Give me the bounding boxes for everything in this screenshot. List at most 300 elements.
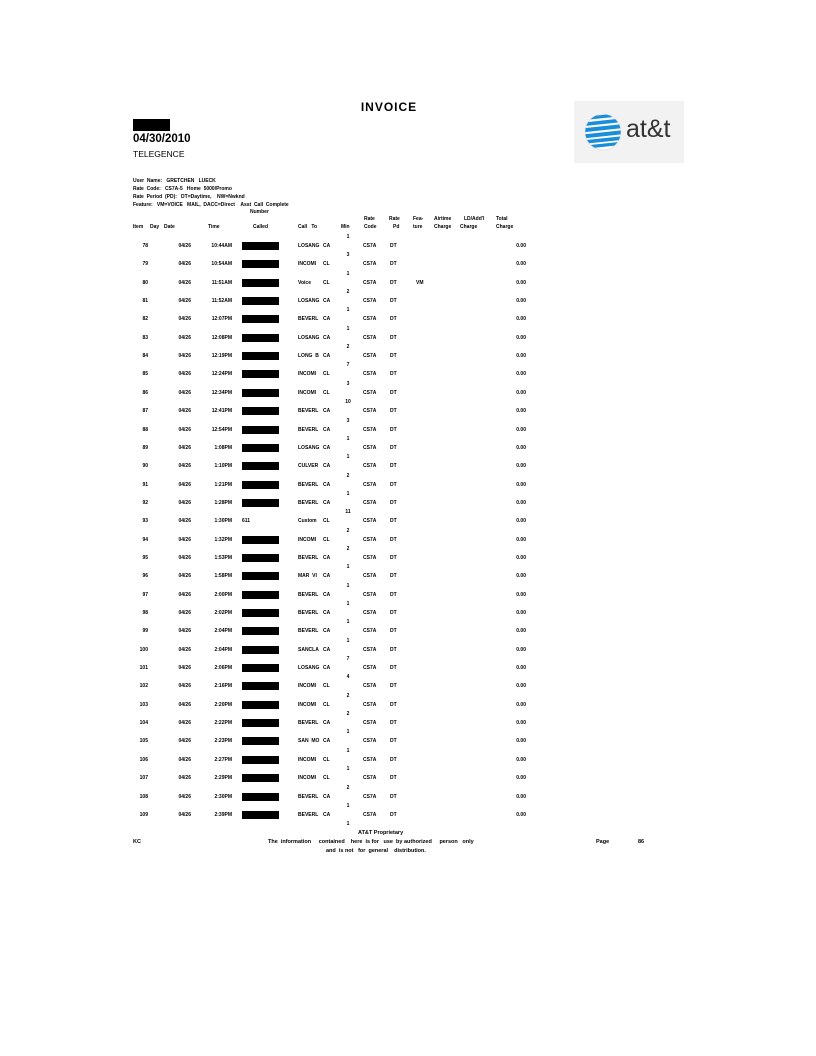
redaction-bar	[242, 756, 279, 764]
min-value: 1	[346, 271, 350, 277]
total-charge: 0.00	[516, 427, 526, 433]
item-number: 92	[142, 500, 148, 506]
call-date: 04/26	[178, 592, 191, 598]
call-to-place: INCOMI	[298, 371, 317, 377]
min-value: 11	[345, 509, 351, 515]
call-to-state: CL	[323, 261, 330, 267]
call-time: 2:20PM	[214, 702, 232, 708]
total-charge: 0.00	[516, 647, 526, 653]
redaction-bar	[133, 119, 170, 131]
rate-period: DT	[390, 518, 397, 524]
call-time: 2:29PM	[214, 775, 232, 781]
total-charge: 0.00	[516, 610, 526, 616]
call-to-place: SANCLA	[298, 647, 319, 653]
col-ld-charge: Charge	[460, 224, 478, 230]
call-date: 04/26	[178, 243, 191, 249]
col-time: Time	[208, 224, 220, 230]
min-value: 2	[346, 711, 350, 717]
footer-left: KC	[133, 839, 141, 845]
col-ld: LD/Add'l	[464, 216, 485, 222]
item-number: 85	[142, 371, 148, 377]
call-date: 04/26	[178, 647, 191, 653]
min-value: 1	[346, 436, 350, 442]
call-date: 04/26	[178, 335, 191, 341]
rate-code: CS7A	[363, 261, 377, 267]
call-to-state: CL	[323, 683, 330, 689]
call-to-place: BEVERL	[298, 316, 319, 322]
total-charge: 0.00	[516, 243, 526, 249]
call-date: 04/26	[178, 518, 191, 524]
call-time: 1:21PM	[214, 482, 232, 488]
redaction-bar	[242, 407, 279, 415]
redaction-bar	[242, 811, 279, 819]
total-charge: 0.00	[516, 500, 526, 506]
redaction-bar	[242, 499, 279, 507]
item-number: 96	[142, 573, 148, 579]
item-number: 105	[139, 738, 148, 744]
item-number: 97	[142, 592, 148, 598]
rate-code: CS7A	[363, 720, 377, 726]
rate-period: DT	[390, 482, 397, 488]
call-to-state: CL	[323, 702, 330, 708]
item-number: 98	[142, 610, 148, 616]
call-time: 12:07PM	[211, 316, 232, 322]
logo-text: at&t	[626, 115, 671, 143]
rate-code: CS7A	[363, 243, 377, 249]
rate-period: DT	[390, 665, 397, 671]
min-value: 1	[346, 601, 350, 607]
rate-period: DT	[390, 427, 397, 433]
call-date: 04/26	[178, 390, 191, 396]
call-to-state: CA	[323, 500, 331, 506]
col-date: Date	[164, 224, 175, 230]
total-charge: 0.00	[516, 794, 526, 800]
call-time: 2:04PM	[214, 647, 232, 653]
total-charge: 0.00	[516, 463, 526, 469]
call-to-state: CL	[323, 537, 330, 543]
item-number: 99	[142, 628, 148, 634]
call-date: 04/26	[178, 427, 191, 433]
call-date: 04/26	[178, 445, 191, 451]
rate-code: CS7A	[363, 463, 377, 469]
total-charge: 0.00	[516, 298, 526, 304]
call-to-place: INCOMI	[298, 683, 317, 689]
rate-period: DT	[390, 243, 397, 249]
call-to-state: CA	[323, 408, 331, 414]
call-to-state: CL	[323, 775, 330, 781]
min-value: 1	[346, 326, 350, 332]
call-to-state: CA	[323, 665, 331, 671]
redaction-bar	[242, 719, 279, 727]
item-number: 100	[139, 647, 148, 653]
call-time: 1:10PM	[214, 463, 232, 469]
rate-period: DT	[390, 794, 397, 800]
call-date: 04/26	[178, 500, 191, 506]
rate-period: DT	[390, 335, 397, 341]
call-date: 04/26	[178, 720, 191, 726]
item-number: 87	[142, 408, 148, 414]
rate-code: CS7A	[363, 647, 377, 653]
call-to-place: BEVERL	[298, 555, 319, 561]
item-number: 89	[142, 445, 148, 451]
call-date: 04/26	[178, 316, 191, 322]
redaction-bar	[242, 572, 279, 580]
call-time: 12:24PM	[211, 371, 232, 377]
rate-code: CS7A	[363, 500, 377, 506]
call-to-state: CA	[323, 445, 331, 451]
call-date: 04/26	[178, 573, 191, 579]
item-number: 91	[142, 482, 148, 488]
total-charge: 0.00	[516, 757, 526, 763]
total-charge: 0.00	[516, 316, 526, 322]
rate-code: CS7A	[363, 537, 377, 543]
call-time: 2:04PM	[214, 628, 232, 634]
rate-code: CS7A	[363, 298, 377, 304]
rate-period: DT	[390, 720, 397, 726]
redaction-bar	[242, 242, 279, 250]
rate-period: DT	[390, 280, 397, 286]
call-date: 04/26	[178, 353, 191, 359]
rate-code: CS7A	[363, 573, 377, 579]
item-number: 102	[139, 683, 148, 689]
rate-code: CS7A	[363, 390, 377, 396]
total-charge: 0.00	[516, 537, 526, 543]
rate-period: DT	[390, 555, 397, 561]
call-to-state: CA	[323, 610, 331, 616]
item-number: 81	[142, 298, 148, 304]
rate-code: CS7A	[363, 757, 377, 763]
total-charge: 0.00	[516, 335, 526, 341]
min-value: 1	[346, 491, 350, 497]
call-time: 2:22PM	[214, 720, 232, 726]
rate-code: CS7A	[363, 628, 377, 634]
call-to-state: CA	[323, 243, 331, 249]
call-date: 04/26	[178, 665, 191, 671]
call-to-place: BEVERL	[298, 482, 319, 488]
call-to-place: LOSANG	[298, 445, 320, 451]
total-charge: 0.00	[516, 555, 526, 561]
call-time: 10:44AM	[211, 243, 232, 249]
call-to-place: LOSANG	[298, 665, 320, 671]
total-charge: 0.00	[516, 683, 526, 689]
call-to-state: CA	[323, 794, 331, 800]
rate-period: DT	[390, 812, 397, 818]
call-to-state: CA	[323, 628, 331, 634]
call-to-place: MAR VI	[298, 573, 317, 579]
feature-line: Feature: VM=VOICE MAIL, DACC=Direct Asst Call Complete	[133, 202, 289, 208]
footer-proprietary: AT&T Proprietary	[358, 830, 404, 836]
call-to-state: CA	[323, 555, 331, 561]
min-value: 1	[346, 821, 350, 827]
col-called: Called	[253, 224, 269, 230]
call-date: 04/26	[178, 702, 191, 708]
call-to-state: CL	[323, 280, 330, 286]
call-time: 2:16PM	[214, 683, 232, 689]
redaction-bar	[242, 701, 279, 709]
call-date: 04/26	[178, 775, 191, 781]
total-charge: 0.00	[516, 812, 526, 818]
min-value: 3	[346, 252, 350, 258]
total-charge: 0.00	[516, 702, 526, 708]
min-value: 2	[346, 785, 350, 791]
redaction-bar	[242, 444, 279, 452]
call-time: 1:28PM	[214, 500, 232, 506]
call-date: 04/26	[178, 537, 191, 543]
call-time: 12:19PM	[211, 353, 232, 359]
call-to-state: CA	[323, 463, 331, 469]
footer-notice-line1: The information contained here is for use by authorized person only	[268, 839, 474, 845]
call-date: 04/26	[178, 812, 191, 818]
rate-code: CS7A	[363, 353, 377, 359]
call-to-place: SAN MO	[298, 738, 320, 744]
total-charge: 0.00	[516, 482, 526, 488]
call-time: 1:32PM	[214, 537, 232, 543]
rate-code: CS7A	[363, 408, 377, 414]
call-time: 2:00PM	[214, 592, 232, 598]
item-number: 78	[142, 243, 148, 249]
invoice-date: 04/30/2010	[133, 133, 191, 145]
footer-page-label: Page	[596, 839, 610, 845]
item-number: 107	[139, 775, 148, 781]
call-to-state: CA	[323, 720, 331, 726]
min-value: 2	[346, 528, 350, 534]
call-to-state: CA	[323, 427, 331, 433]
rate-code: CS7A	[363, 427, 377, 433]
redaction-bar	[242, 554, 279, 562]
total-charge: 0.00	[516, 371, 526, 377]
item-number: 80	[142, 280, 148, 286]
item-number: 90	[142, 463, 148, 469]
rate-code: CS7A	[363, 555, 377, 561]
redaction-bar	[242, 682, 279, 690]
rate-code: CS7A	[363, 665, 377, 671]
rate-period: DT	[390, 445, 397, 451]
call-date: 04/26	[178, 482, 191, 488]
col-number: Number	[250, 209, 269, 215]
company-name: TELEGENCE	[133, 149, 185, 159]
rate-period: DT	[390, 592, 397, 598]
call-date: 04/26	[178, 757, 191, 763]
min-value: 2	[346, 693, 350, 699]
min-value: 1	[346, 564, 350, 570]
rate-period: DT	[390, 537, 397, 543]
call-to-state: CA	[323, 316, 331, 322]
call-to-state: CA	[323, 353, 331, 359]
item-number: 104	[139, 720, 148, 726]
call-to-place: Voice	[298, 280, 311, 286]
redaction-bar	[242, 774, 279, 782]
call-date: 04/26	[178, 683, 191, 689]
call-to-state: CL	[323, 371, 330, 377]
rate-code: CS7A	[363, 335, 377, 341]
call-to-state: CA	[323, 335, 331, 341]
col-min: Min	[341, 224, 350, 230]
redaction-bar	[242, 481, 279, 489]
att-logo	[574, 101, 684, 163]
rate-period: DT	[390, 500, 397, 506]
rate-code-line: Rate Code: CS7A-5 Home 5000/Promo	[133, 186, 232, 192]
call-date: 04/26	[178, 261, 191, 267]
call-time: 12:34PM	[211, 390, 232, 396]
total-charge: 0.00	[516, 408, 526, 414]
col-airtime-charge: Charge	[434, 224, 452, 230]
rate-period: DT	[390, 463, 397, 469]
total-charge: 0.00	[516, 353, 526, 359]
min-value: 1	[346, 583, 350, 589]
rate-period: DT	[390, 316, 397, 322]
rate-period: DT	[390, 683, 397, 689]
call-time: 12:41PM	[211, 408, 232, 414]
call-time: 2:30PM	[214, 794, 232, 800]
item-number: 86	[142, 390, 148, 396]
call-time: 11:51AM	[211, 280, 232, 286]
min-value: 2	[346, 546, 350, 552]
col-airtime: Airtime	[434, 216, 452, 222]
redaction-bar	[242, 279, 279, 287]
call-date: 04/26	[178, 463, 191, 469]
footer-page-number: 86	[638, 839, 645, 845]
rate-code: CS7A	[363, 794, 377, 800]
rate-period: DT	[390, 610, 397, 616]
rate-code: CS7A	[363, 280, 377, 286]
call-time: 2:02PM	[214, 610, 232, 616]
call-time: 1:30PM	[214, 518, 232, 524]
call-to-state: CA	[323, 647, 331, 653]
call-to-place: LONG B	[298, 353, 319, 359]
rate-period: DT	[390, 573, 397, 579]
min-value: 2	[346, 473, 350, 479]
total-charge: 0.00	[516, 445, 526, 451]
min-value: 1	[346, 748, 350, 754]
rate-period: DT	[390, 298, 397, 304]
call-to-place: LOSANG	[298, 298, 320, 304]
call-to-place: INCOMI	[298, 261, 317, 267]
call-to-place: BEVERL	[298, 812, 319, 818]
rate-period-line: Rate Period (PD): DT=Daytime, NW=Nwknd	[133, 194, 245, 200]
call-to-place: BEVERL	[298, 592, 319, 598]
call-to-state: CA	[323, 298, 331, 304]
total-charge: 0.00	[516, 775, 526, 781]
call-to-state: CL	[323, 757, 330, 763]
call-date: 04/26	[178, 408, 191, 414]
call-time: 12:54PM	[211, 427, 232, 433]
rate-code: CS7A	[363, 445, 377, 451]
call-to-state: CA	[323, 738, 331, 744]
call-to-state: CL	[323, 390, 330, 396]
col-item: Item	[133, 224, 144, 230]
call-time: 10:54AM	[211, 261, 232, 267]
call-date: 04/26	[178, 280, 191, 286]
feature-code: VM	[416, 280, 424, 286]
total-charge: 0.00	[516, 738, 526, 744]
min-value: 1	[346, 234, 350, 240]
call-time: 1:53PM	[214, 555, 232, 561]
rate-code: CS7A	[363, 702, 377, 708]
call-time: 2:06PM	[214, 665, 232, 671]
total-charge: 0.00	[516, 261, 526, 267]
total-charge: 0.00	[516, 665, 526, 671]
min-value: 1	[346, 307, 350, 313]
item-number: 108	[139, 794, 148, 800]
call-time: 2:39PM	[214, 812, 232, 818]
total-charge: 0.00	[516, 390, 526, 396]
call-time: 2:27PM	[214, 757, 232, 763]
call-time: 12:08PM	[211, 335, 232, 341]
redaction-bar	[242, 315, 279, 323]
call-time: 2:23PM	[214, 738, 232, 744]
call-to-place: INCOMI	[298, 390, 317, 396]
item-number: 79	[142, 261, 148, 267]
rate-period: DT	[390, 738, 397, 744]
user-name-line: User Name: GRETCHEN LUECK	[133, 178, 216, 184]
call-to-place: BEVERL	[298, 408, 319, 414]
call-to-place: BEVERL	[298, 610, 319, 616]
item-number: 82	[142, 316, 148, 322]
rate-code: CS7A	[363, 316, 377, 322]
item-number: 106	[139, 757, 148, 763]
rate-period: DT	[390, 775, 397, 781]
call-to-state: CA	[323, 592, 331, 598]
rate-period: DT	[390, 757, 397, 763]
redaction-bar	[242, 462, 279, 470]
redaction-bar	[242, 609, 279, 617]
rate-code: CS7A	[363, 812, 377, 818]
rate-code: CS7A	[363, 518, 377, 524]
item-number: 103	[139, 702, 148, 708]
rate-period: DT	[390, 628, 397, 634]
rate-code: CS7A	[363, 738, 377, 744]
redaction-bar	[242, 334, 279, 342]
min-value: 7	[346, 656, 350, 662]
call-to-place: BEVERL	[298, 427, 319, 433]
call-to-place: LOSANG	[298, 243, 320, 249]
col-fea: Fea-	[413, 216, 424, 222]
item-number: 84	[142, 353, 148, 359]
rate-period: DT	[390, 353, 397, 359]
total-charge: 0.00	[516, 592, 526, 598]
call-to-place: BEVERL	[298, 628, 319, 634]
item-number: 83	[142, 335, 148, 341]
item-number: 95	[142, 555, 148, 561]
rate-code: CS7A	[363, 592, 377, 598]
call-to-place: LOSANG	[298, 335, 320, 341]
redaction-bar	[242, 737, 279, 745]
col-code: Code	[364, 224, 377, 230]
redaction-bar	[242, 297, 279, 305]
total-charge: 0.00	[516, 720, 526, 726]
call-to-place: BEVERL	[298, 794, 319, 800]
redaction-bar	[242, 260, 279, 268]
rate-period: DT	[390, 647, 397, 653]
min-value: 1	[346, 619, 350, 625]
col-call-to: Call To	[298, 224, 318, 230]
item-number: 93	[142, 518, 148, 524]
invoice-title: INVOICE	[360, 100, 418, 114]
call-to-place: INCOMI	[298, 702, 317, 708]
rate-code: CS7A	[363, 371, 377, 377]
rate-period: DT	[390, 261, 397, 267]
redaction-bar	[242, 389, 279, 397]
call-to-state: CA	[323, 482, 331, 488]
col-pd: Pd	[393, 224, 400, 230]
item-number: 109	[139, 812, 148, 818]
call-date: 04/26	[178, 738, 191, 744]
rate-period: DT	[390, 408, 397, 414]
rate-code: CS7A	[363, 482, 377, 488]
min-value: 1	[346, 638, 350, 644]
min-value: 10	[345, 399, 351, 405]
call-to-place: INCOMI	[298, 537, 317, 543]
